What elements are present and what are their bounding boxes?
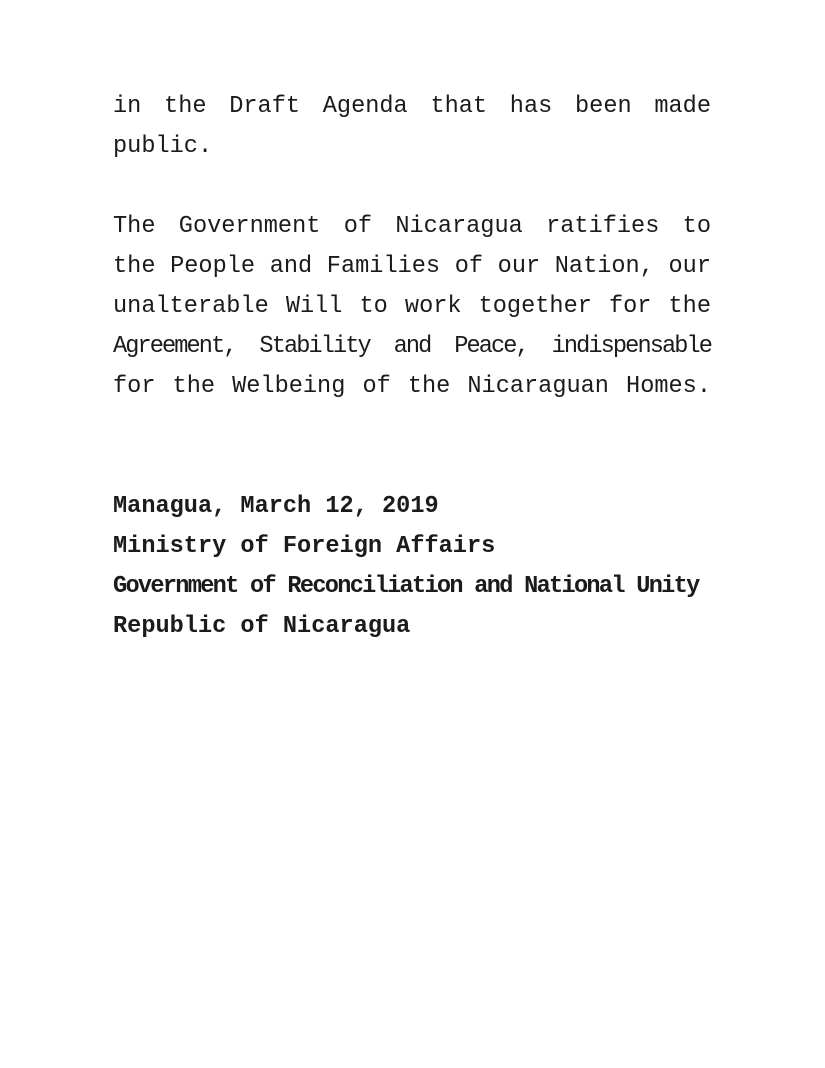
paragraph-line: for the Welbeing of the Nicaraguan Homes. — [113, 373, 711, 400]
paragraph-line: in the Draft Agenda that has been made — [113, 93, 711, 120]
paragraph-line: public. — [113, 133, 213, 160]
signature-line-ministry: Ministry of Foreign Affairs — [113, 533, 496, 560]
paragraph-line: the People and Families of our Nation, our — [113, 253, 711, 280]
paragraph-line: Agreement, Stability and Peace, indispensable — [113, 333, 711, 360]
line-spacer — [113, 167, 711, 207]
paragraph-line: unalterable Will to work together for the — [113, 293, 711, 320]
line-spacer — [113, 407, 711, 447]
signature-line-government: Government of Reconciliation and National Unity — [113, 573, 699, 600]
paragraph-line: The Government of Nicaragua ratifies to — [113, 213, 711, 240]
signature-line-date: Managua, March 12, 2019 — [113, 493, 439, 520]
signature-line-republic: Republic of Nicaragua — [113, 613, 411, 640]
document-text — [113, 87, 711, 647]
line-spacer — [113, 447, 711, 487]
